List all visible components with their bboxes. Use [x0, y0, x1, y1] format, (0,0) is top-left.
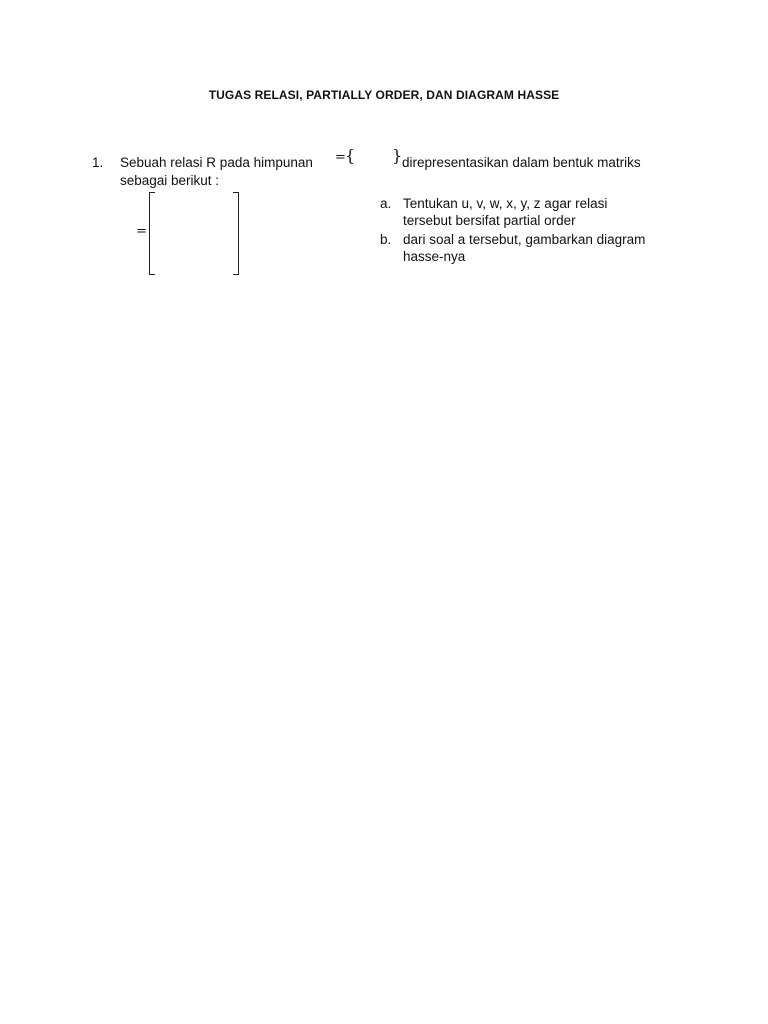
- subitem-a-line1: Tentukan u, v, w, x, y, z agar relasi: [403, 196, 608, 211]
- matrix-right-bracket: [233, 192, 239, 275]
- subitem-b-line1: dari soal a tersebut, gambarkan diagram: [403, 232, 646, 247]
- subitem-b-label: b.: [380, 232, 392, 247]
- subitem-a-label: a.: [380, 196, 392, 211]
- question-text-line2: sebagai berikut :: [120, 173, 220, 188]
- question-text-end: direpresentasikan dalam bentuk matriks: [402, 155, 641, 170]
- matrix-left-bracket: [149, 192, 155, 275]
- document-title: TUGAS RELASI, PARTIALLY ORDER, DAN DIAGRAM HASSE: [208, 88, 560, 102]
- set-equals-sign: =: [335, 150, 346, 165]
- set-brace-open: {: [345, 146, 356, 165]
- matrix-equals-sign: =: [136, 224, 147, 239]
- question-number: 1.: [92, 155, 104, 170]
- subitem-b-line2: hasse-nya: [403, 249, 466, 264]
- subitem-a-line2: tersebut bersifat partial order: [403, 213, 576, 228]
- question-text-start: Sebuah relasi R pada himpunan: [120, 155, 313, 170]
- set-brace-close: }: [392, 146, 403, 165]
